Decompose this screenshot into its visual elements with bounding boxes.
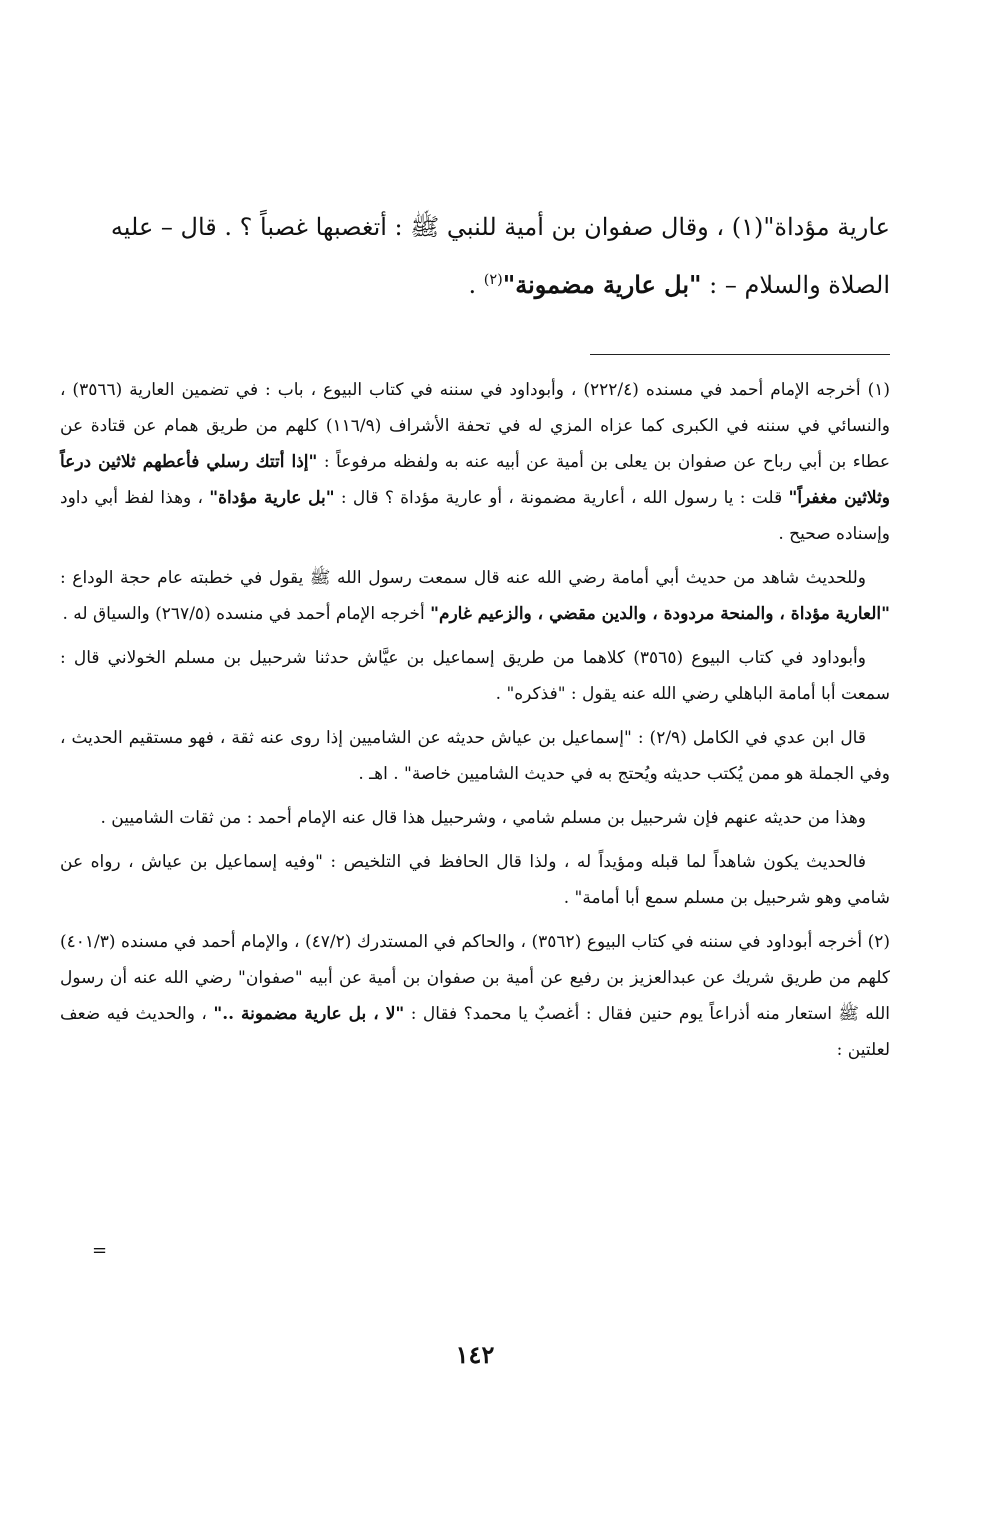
footnotes [60, 372, 890, 1076]
quote-bold: "بل عارية مضمونة" [502, 270, 702, 299]
page [60, 0, 890, 1513]
fn1-text-a: (١) أخرجه الإمام أحمد في مسنده (٢٢٢/٤) ، وأبوداود في سننه في كتاب البيوع ، باب : في تضمين العارية (٣٥٦٦) ، والنسائي في سننه في الكبرى كما عزاه المزي له في تحفة الأشراف (١١٦/٩) كلهم من طريق همام عن قتادة عن عطاء بن أبي رباح عن صفوان بن يعلى بن أمية عن أبيه عنه به ولفظه مرفوعاً : [60, 380, 891, 472]
main-line-2 [60, 256, 890, 314]
fn1-text-c: قلت : يا رسول الله ، أعارية مضمونة ، أو عارية مؤداة ؟ قال : [334, 488, 789, 508]
p2-quote: "العارية مؤداة ، والمنحة مردودة ، والدين مقضي ، والزعيم غارم" [430, 604, 890, 624]
footnote-2 [60, 924, 890, 1068]
page-number: ١٤٢ [455, 1340, 495, 1369]
footnote-paragraph-3: وأبوداود في كتاب البيوع (٣٥٦٥) كلاهما من طريق إسماعيل بن عيَّاش حدثنا شرحبيل بن مسلم الخولاني قال : سمعت أبا أمامة الباهلي رضي الله عنه يقول : "فذكره" . [60, 648, 890, 704]
footnote-paragraph-2 [60, 560, 890, 632]
footnote-paragraph-5: وهذا من حديثه عنهم فإن شرحبيل بن مسلم شامي ، وشرحبيل هذا قال عنه الإمام أحمد : من ثقات الشاميين . [100, 808, 866, 828]
main-text [60, 198, 890, 314]
main-line-2-end: . [468, 271, 484, 299]
main-line-1: عارية مؤداة"(١) ، وقال صفوان بن أمية للنبي ﷺ : أتغصبها غصباً ؟ . قال – عليه [110, 213, 890, 241]
fn2-text-a: (٢) أخرجه أبوداود في سننه في كتاب البيوع (٣٥٦٢) ، والحاكم في المستدرك (٤٧/٢) ، والإمام أحمد في مسنده (٤٠١/٣) كلهم من طريق شريك عن عبدالعزيز بن رفيع عن أمية بن صفوان بن أمية عن أبيه "صفوان" رضي الله عنه أن رسول الله ﷺ استعار منه أذراعاً يوم حنين فقال : أغصبٌ يا محمد؟ فقال : [60, 932, 891, 1024]
footnote-1 [60, 372, 890, 552]
fn1-quote-1: "إذا أتتك رسلي فأعطهم ثلاثين درعاً وثلاثين مغفراً" [60, 452, 891, 508]
fn2-text-c: ، والحديث فيه ضعف لعلتين : [60, 1004, 890, 1060]
fn2-quote: "لا ، بل عارية مضمونة .." [213, 1004, 405, 1024]
p2-text-a: وللحديث شاهد من حديث أبي أمامة رضي الله عنه قال سمعت رسول الله ﷺ يقول في خطبته عام حجة الوداع : [60, 568, 866, 588]
continuation-mark: = [92, 1240, 108, 1261]
main-line-2-start: الصلاة والسلام – : [701, 271, 890, 299]
fn1-quote-2: "بل عارية مؤداة" [209, 488, 335, 508]
footnote-paragraph-4: قال ابن عدي في الكامل (٢/٩) : "إسماعيل بن عياش حديثه عن الشاميين إذا روى عنه ثقة ، فهو مستقيم الحديث ، وفي الجملة هو ممن يُكتب حديثه ويُحتج به في حديث الشاميين خاصة" . اهـ . [60, 728, 890, 784]
footnote-separator [590, 354, 890, 355]
footnote-paragraph-6: فالحديث يكون شاهداً لما قبله ومؤيداً له ، ولذا قال الحافظ في التلخيص : "وفيه إسماعيل بن عياش ، رواه عن شامي وهو شرحبيل بن مسلم سمع أبا أمامة" . [60, 852, 890, 908]
p2-text-c: أخرجه الإمام أحمد في منسده (٢٦٧/٥) والسياق له . [62, 604, 431, 624]
footnote-ref-2: (٢) [483, 272, 503, 288]
fn1-text-e: ، وهذا لفظ أبي داود وإسناده صحيح . [60, 488, 890, 544]
